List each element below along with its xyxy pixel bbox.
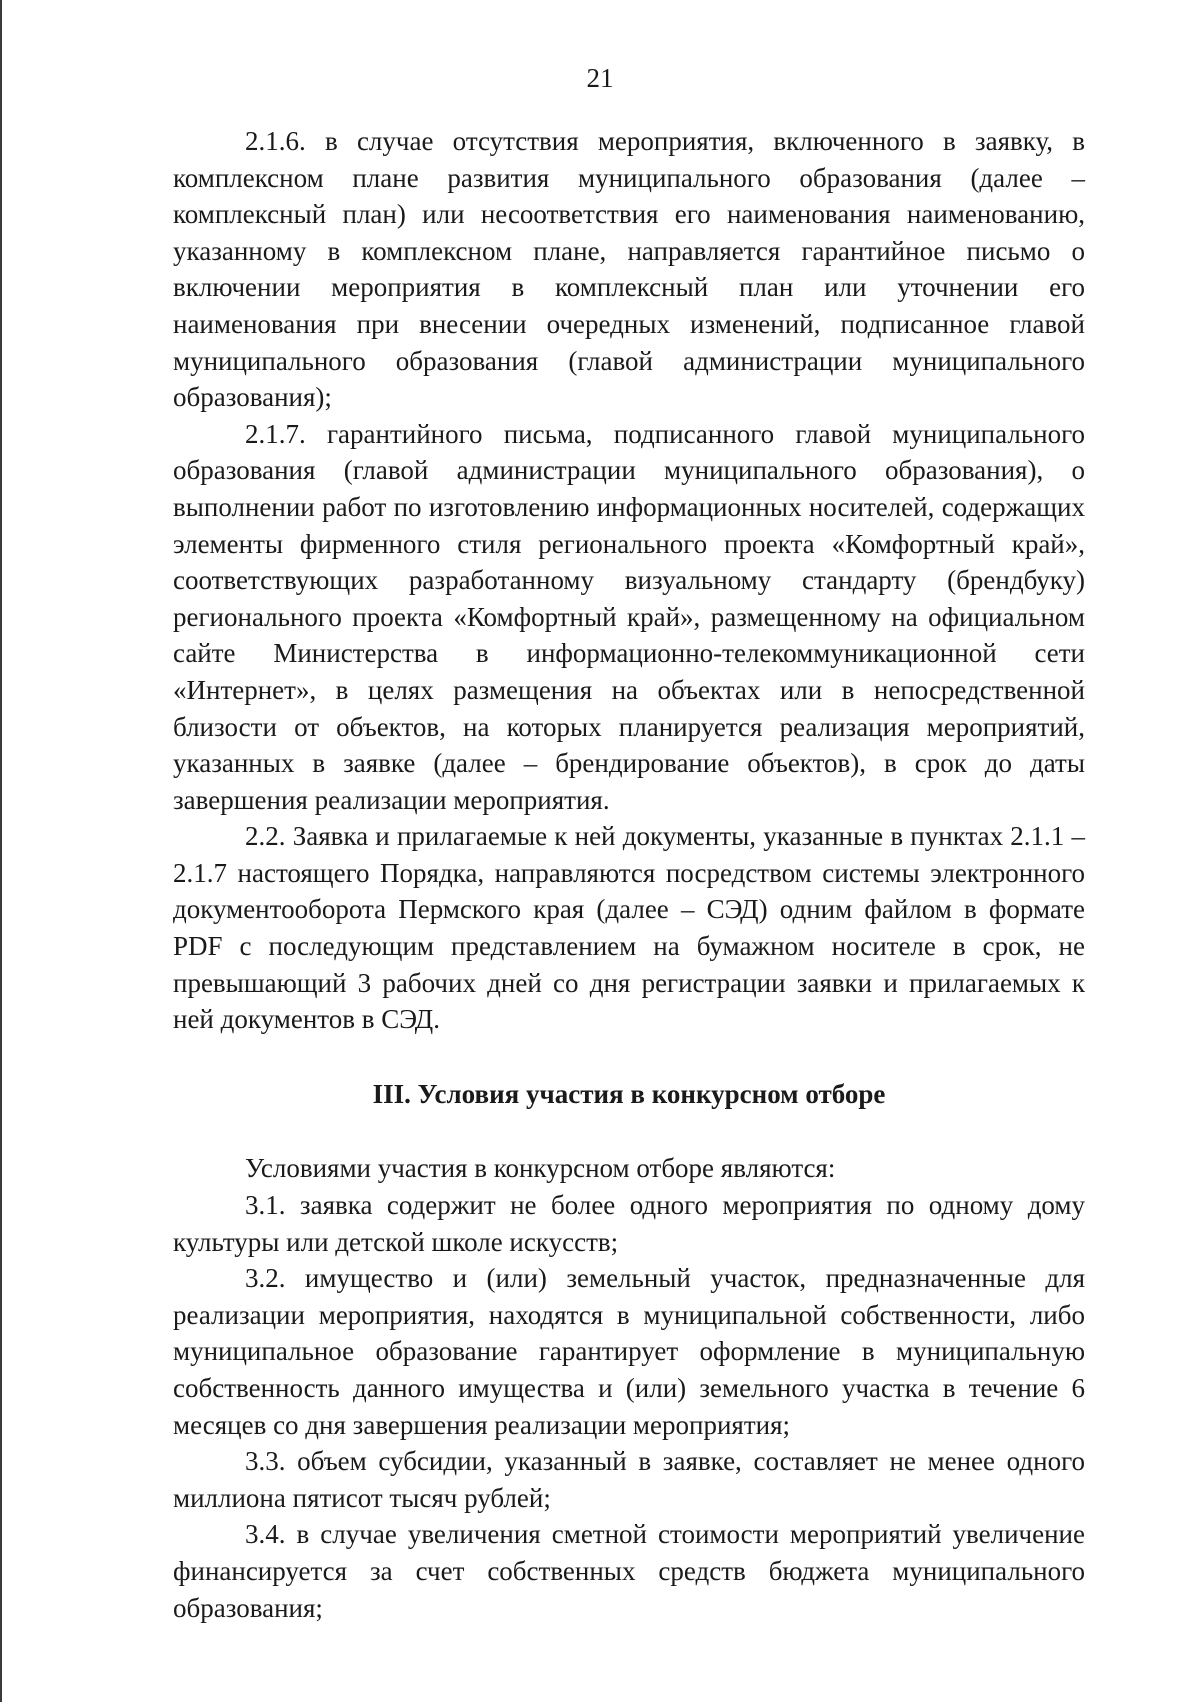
paragraph-3-1: 3.1. заявка содержит не более одного мероприятия по одному дому культуры или детской школе искусств; — [173, 1190, 1085, 1257]
paragraph-2-1-7: 2.1.7. гарантийного письма, подписанного главой муниципального образования (главой администрации муниципального образования), о выполнении работ по изготовлению информационных носителей, содержащих элементы фирменного стиля регионального проекта «Комфортный край», соответствующих разработанному визуальному стандарту (брендбуку) регионального проекта «Комфортный край», размещенному на официальном сайте Министерства в информационно-телекоммуникационной сети «Интернет», в целях размещения на объектах или в непосредственной близости от объектов, на которых планируется реализация мероприятий, указанных в заявке (далее – брендирование объектов), в срок до даты завершения реализации мероприятия. — [173, 418, 1085, 815]
paragraph-2-2: 2.2. Заявка и прилагаемые к ней документы, указанные в пунктах 2.1.1 – 2.1.7 настоящего Порядка, направляются посредством системы электронного документооборота Пермского края (далее – СЭД) одним файлом в формате PDF с последующим представлением на бумажном носителе в срок, не превышающий 3 рабочих дней со дня регистрации заявки и прилагаемых к ней документов в СЭД. — [173, 821, 1085, 1035]
paragraph-2-1-6: 2.1.6. в случае отсутствия мероприятия, включенного в заявку, в комплексном плане развития муниципального образования (далее – комплексный план) или несоответствия его наименования наименованию, указанному в комплексном плане, направляется гарантийное письмо о включении мероприятия в комплексный план или уточнении его наименования при внесении очередных изменений, подписанное главой муниципального образования (главой администрации муниципального образования); — [173, 126, 1085, 413]
paragraph-3-2: 3.2. имущество и (или) земельный участок, предназначенные для реализации мероприятия, находятся в муниципальной собственности, либо муниципальное образование гарантирует оформление в муниципальную собственность данного имущества и (или) земельного участка в течение 6 месяцев со дня завершения реализации мероприятия; — [173, 1263, 1085, 1440]
scan-edge — [0, 0, 2, 1702]
paragraph-3-3: 3.3. объем субсидии, указанный в заявке, составляет не менее одного миллиона пятисот тысяч рублей; — [173, 1446, 1085, 1513]
section-intro: Условиями участия в конкурсном отборе являются: — [245, 1153, 836, 1184]
document-body — [173, 123, 1085, 1626]
section-heading: III. Условия участия в конкурсном отборе — [372, 1078, 886, 1109]
paragraph-3-4: 3.4. в случае увеличения сметной стоимости мероприятий увеличение финансируется за счет собственных средств бюджета муниципального образования; — [173, 1519, 1085, 1623]
page-number: 21 — [586, 63, 614, 93]
